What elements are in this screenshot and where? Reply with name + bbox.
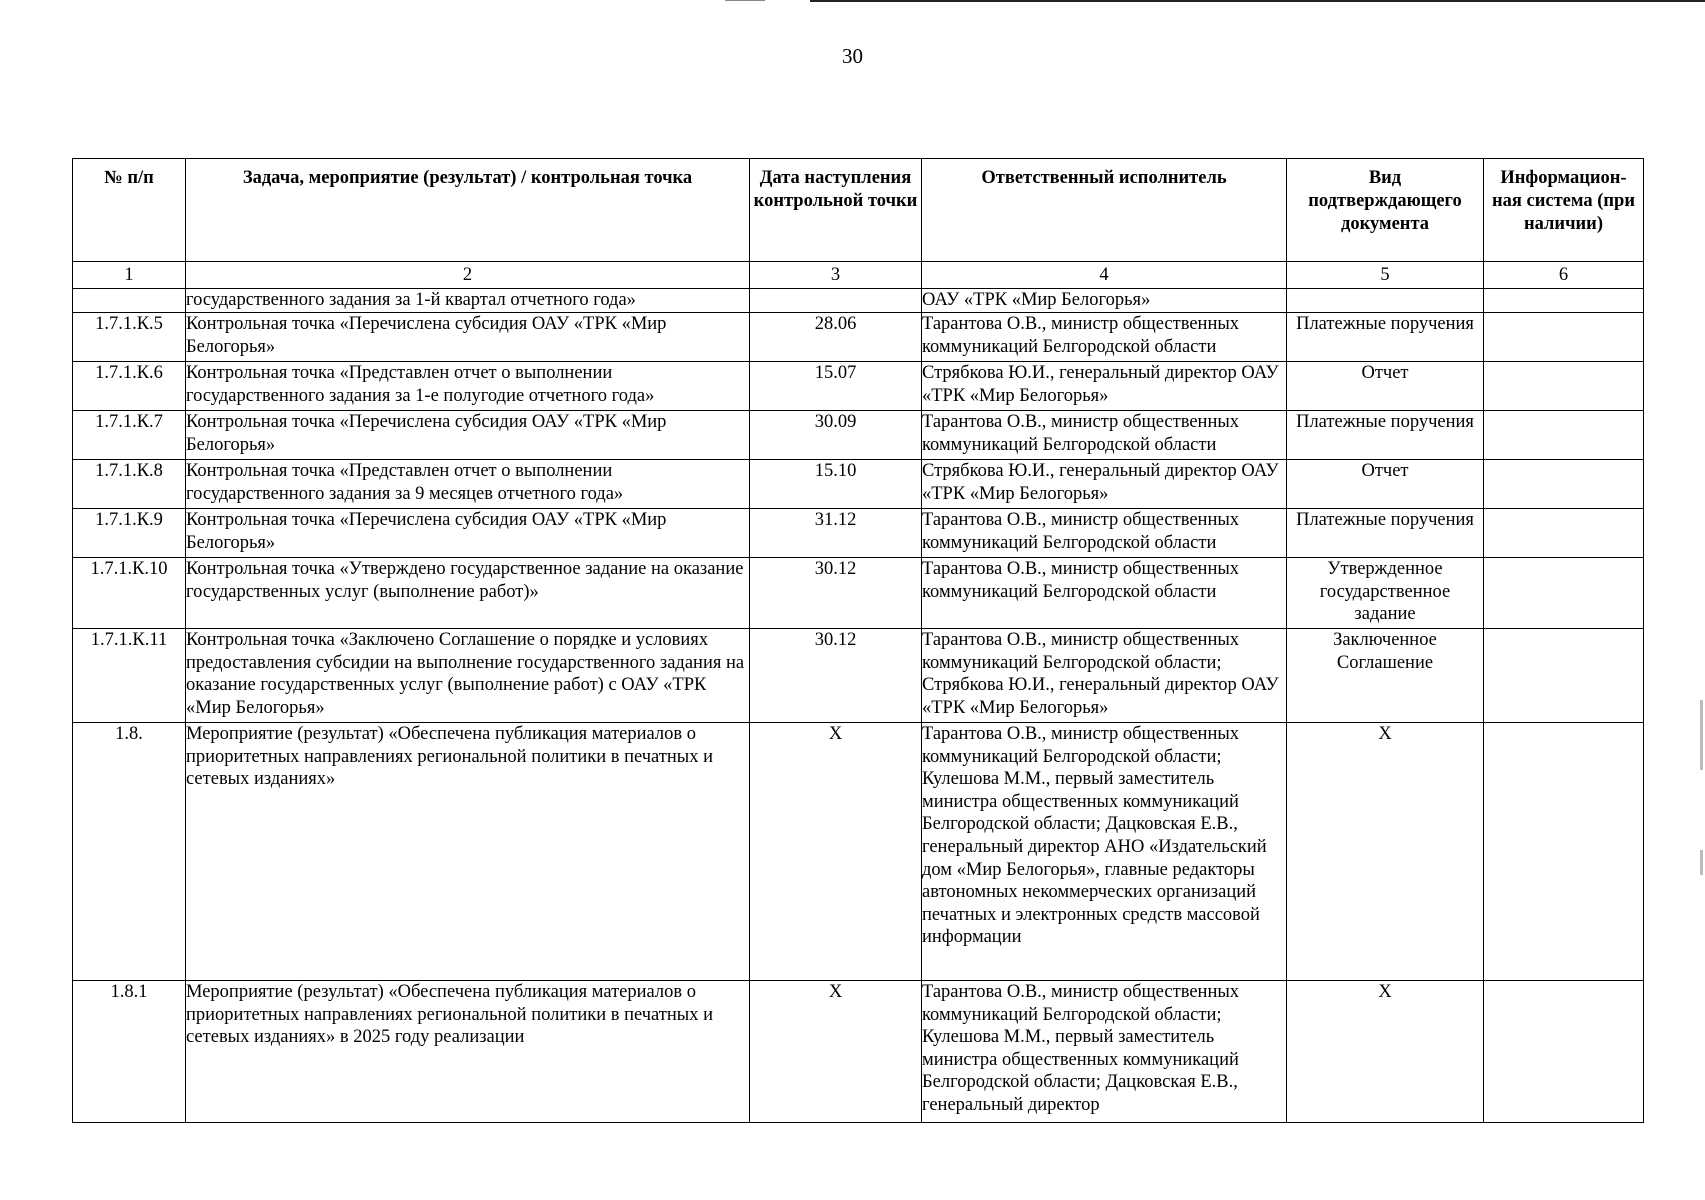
row-num: 1.7.1.К.10 <box>73 558 186 629</box>
row-info-system <box>1484 558 1644 629</box>
table-row <box>73 723 1644 981</box>
column-number: 2 <box>186 262 750 289</box>
row-date <box>750 289 922 313</box>
row-document <box>1287 289 1484 313</box>
table-row <box>73 558 1644 629</box>
row-executor: Тарантова О.В., министр общественных коммуникаций Белгородской области <box>922 411 1287 460</box>
row-document: Отчет <box>1287 460 1484 509</box>
row-document: Заключенное Соглашение <box>1287 629 1484 723</box>
row-task: государственного задания за 1-й квартал отчетного года» <box>186 289 750 313</box>
row-num: 1.8.1 <box>73 981 186 1123</box>
row-task: Мероприятие (результат) «Обеспечена публикация материалов о приоритетных направлениях региональной политики в печатных и сетевых изданиях» <box>186 723 750 981</box>
column-number: 4 <box>922 262 1287 289</box>
row-document: Утвержденное государственное задание <box>1287 558 1484 629</box>
header-task: Задача, мероприятие (результат) / контрольная точка <box>186 159 750 262</box>
row-date: 30.12 <box>750 629 922 723</box>
row-executor: Стрябкова Ю.И., генеральный директор ОАУ «ТРК «Мир Белогорья» <box>922 362 1287 411</box>
row-num: 1.7.1.К.8 <box>73 460 186 509</box>
row-info-system <box>1484 313 1644 362</box>
column-number: 6 <box>1484 262 1644 289</box>
row-document: Платежные поручения <box>1287 411 1484 460</box>
row-task: Контрольная точка «Перечислена субсидия ОАУ «ТРК «Мир Белогорья» <box>186 411 750 460</box>
table-header-row <box>73 159 1644 262</box>
table-row <box>73 981 1644 1123</box>
table-row <box>73 509 1644 558</box>
row-executor: Тарантова О.В., министр общественных коммуникаций Белгородской области; Кулешова М.М., первый заместитель министра общественных коммуникаций Белгородской области; Дацковская Е.В., генеральный директор <box>922 981 1287 1123</box>
row-task: Контрольная точка «Утверждено государственное задание на оказание государственных услуг (выполнение работ)» <box>186 558 750 629</box>
row-document: X <box>1287 981 1484 1123</box>
row-info-system <box>1484 411 1644 460</box>
row-executor: Тарантова О.В., министр общественных коммуникаций Белгородской области <box>922 313 1287 362</box>
row-date: X <box>750 723 922 981</box>
row-num: 1.7.1.К.11 <box>73 629 186 723</box>
row-date: 30.09 <box>750 411 922 460</box>
row-date: X <box>750 981 922 1123</box>
table-row <box>73 362 1644 411</box>
row-info-system <box>1484 460 1644 509</box>
row-executor: Тарантова О.В., министр общественных коммуникаций Белгородской области <box>922 558 1287 629</box>
row-date: 30.12 <box>750 558 922 629</box>
row-date: 15.07 <box>750 362 922 411</box>
row-info-system <box>1484 629 1644 723</box>
row-document: X <box>1287 723 1484 981</box>
table-row <box>73 460 1644 509</box>
row-num <box>73 289 186 313</box>
row-info-system <box>1484 509 1644 558</box>
header-document: Вид подтверждающего документа <box>1287 159 1484 262</box>
row-executor: Стрябкова Ю.И., генеральный директор ОАУ «ТРК «Мир Белогорья» <box>922 460 1287 509</box>
row-num: 1.7.1.К.9 <box>73 509 186 558</box>
row-task: Мероприятие (результат) «Обеспечена публикация материалов о приоритетных направлениях региональной политики в печатных и сетевых изданиях» в 2025 году реализации <box>186 981 750 1123</box>
row-executor: ОАУ «ТРК «Мир Белогорья» <box>922 289 1287 313</box>
row-document: Платежные поручения <box>1287 509 1484 558</box>
table-row <box>73 629 1644 723</box>
row-num: 1.7.1.К.5 <box>73 313 186 362</box>
row-task: Контрольная точка «Перечислена субсидия ОАУ «ТРК «Мир Белогорья» <box>186 509 750 558</box>
header-executor: Ответственный исполнитель <box>922 159 1287 262</box>
header-num: № п/п <box>73 159 186 262</box>
row-date: 31.12 <box>750 509 922 558</box>
scan-edge-line <box>810 0 1705 2</box>
row-task: Контрольная точка «Представлен отчет о выполнении государственного задания за 9 месяцев отчетного года» <box>186 460 750 509</box>
row-num: 1.7.1.К.7 <box>73 411 186 460</box>
scan-edge-line <box>725 0 765 1</box>
row-num: 1.8. <box>73 723 186 981</box>
row-info-system <box>1484 362 1644 411</box>
row-executor: Тарантова О.В., министр общественных коммуникаций Белгородской области <box>922 509 1287 558</box>
row-task: Контрольная точка «Заключено Соглашение о порядке и условиях предоставления субсидии на выполнение государственного задания на оказание государственных услуг (выполнение работ) с ОАУ «ТРК «Мир Белогорья» <box>186 629 750 723</box>
row-executor: Тарантова О.В., министр общественных коммуникаций Белгородской области; Стрябкова Ю.И., генеральный директор ОАУ «ТРК «Мир Белогорья» <box>922 629 1287 723</box>
column-number: 5 <box>1287 262 1484 289</box>
row-task: Контрольная точка «Перечислена субсидия ОАУ «ТРК «Мир Белогорья» <box>186 313 750 362</box>
row-task: Контрольная точка «Представлен отчет о выполнении государственного задания за 1-е полугодие отчетного года» <box>186 362 750 411</box>
table-row <box>73 411 1644 460</box>
row-document: Платежные поручения <box>1287 313 1484 362</box>
row-date: 15.10 <box>750 460 922 509</box>
row-num: 1.7.1.К.6 <box>73 362 186 411</box>
row-date: 28.06 <box>750 313 922 362</box>
row-info-system <box>1484 981 1644 1123</box>
header-date: Дата наступления контрольной точки <box>750 159 922 262</box>
table-row <box>73 289 1644 313</box>
column-number: 1 <box>73 262 186 289</box>
plan-table <box>72 158 1644 1123</box>
column-number-row <box>73 262 1644 289</box>
page-number: 30 <box>842 44 863 68</box>
table-row <box>73 313 1644 362</box>
row-info-system <box>1484 289 1644 313</box>
row-executor: Тарантова О.В., министр общественных коммуникаций Белгородской области; Кулешова М.М., первый заместитель министра общественных коммуникаций Белгородской области; Дацковская Е.В., генеральный директор АНО «Издательский дом «Мир Белогорья», главные редакторы автономных некоммерческих организаций печатных и электронных средств массовой информации <box>922 723 1287 981</box>
column-number: 3 <box>750 262 922 289</box>
scan-edge-mark <box>1700 850 1703 875</box>
row-document: Отчет <box>1287 362 1484 411</box>
row-info-system <box>1484 723 1644 981</box>
header-info-system: Информацион-ная система (при наличии) <box>1484 159 1644 262</box>
scan-edge-mark <box>1700 700 1703 770</box>
